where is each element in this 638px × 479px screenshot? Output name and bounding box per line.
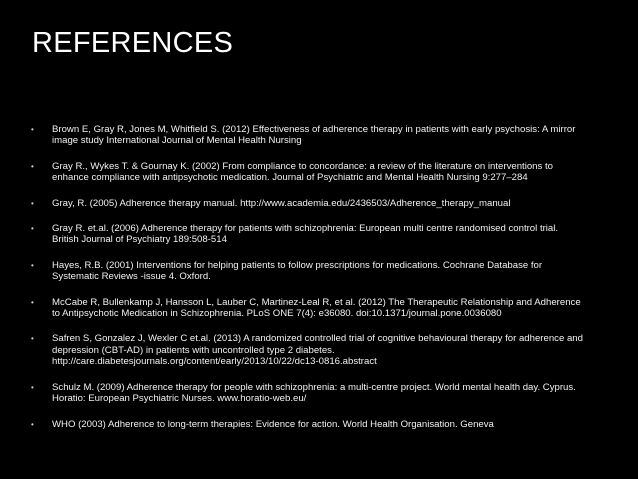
reference-text: Safren S, Gonzalez J, Wexler C et.al. (2013) A randomized controlled trial of cognitive behavioural therapy for adherence and depression (CBT-AD) in patients with uncontrolled type 2 diabetes. http://care.diabetesjournals.org/content/early/2013/10/22/dc13-0816.abstract xyxy=(52,333,583,368)
bullet-icon: • xyxy=(31,125,34,134)
reference-text: Schulz M. (2009) Adherence therapy for people with schizophrenia: a multi-centre project. World mental health day. Cyprus. Horatio: European Psychiatric Nurses. www.horatio-web.eu/ xyxy=(52,381,576,405)
bullet-icon: • xyxy=(31,297,34,307)
slide-title: REFERENCES xyxy=(32,27,234,59)
bullet-icon: • xyxy=(31,334,34,344)
reference-item xyxy=(31,260,611,283)
bullet-icon: • xyxy=(31,382,34,392)
reference-text: McCabe R, Bullenkamp J, Hansson L, Lauber C, Martinez-Leal R, et al. (2012) The Therapeutic Relationship and Adherence to Antipsychotic Medication in Schizophrenia. PLoS ONE 7(4): e36080. doi:10.1371/journal.pone.0036080 xyxy=(52,296,581,320)
bullet-icon: • xyxy=(31,161,34,171)
reference-text: Gray R. et.al. (2006) Adherence therapy for patients with schizophrenia: European multi centre randomised control trial. British Journal of Psychiatry 189:508-514 xyxy=(52,223,559,246)
reference-text: Brown E, Gray R, Jones M, Whitfield S. (2012) Effectiveness of adherence therapy in patients with early psychosis: A mirror image study International Journal of Mental Health Nursing xyxy=(52,124,576,147)
reference-text: Gray, R. (2005) Adherence therapy manual. http://www.academia.edu/2436503/Adherence_therapy_manual xyxy=(52,197,511,209)
bullet-icon: • xyxy=(31,260,34,270)
reference-text: WHO (2003) Adherence to long-term therapies: Evidence for action. World Health Organisation. Geneva xyxy=(52,418,494,430)
reference-text: Gray R., Wykes T. & Gournay K. (2002) From compliance to concordance: a review of the literature on interventions to enhance compliance with antipsychotic medication. Journal of Psychiatric and Mental Health Nursing 9:277–284 xyxy=(52,160,553,184)
bullet-icon: • xyxy=(31,224,34,234)
bullet-icon: • xyxy=(31,419,34,429)
reference-item xyxy=(31,124,611,147)
reference-item xyxy=(31,161,611,184)
reference-item xyxy=(31,333,611,367)
reference-item xyxy=(31,297,611,320)
bullet-icon: • xyxy=(31,198,34,208)
reference-item xyxy=(31,198,611,209)
reference-list xyxy=(31,124,611,444)
reference-text: Hayes, R.B. (2001) Interventions for helping patients to follow prescriptions for medications. Cochrane Database for Systematic Reviews -issue 4. Oxford. xyxy=(52,259,543,283)
reference-item xyxy=(31,223,611,246)
reference-item xyxy=(31,382,611,405)
reference-item xyxy=(31,419,611,430)
